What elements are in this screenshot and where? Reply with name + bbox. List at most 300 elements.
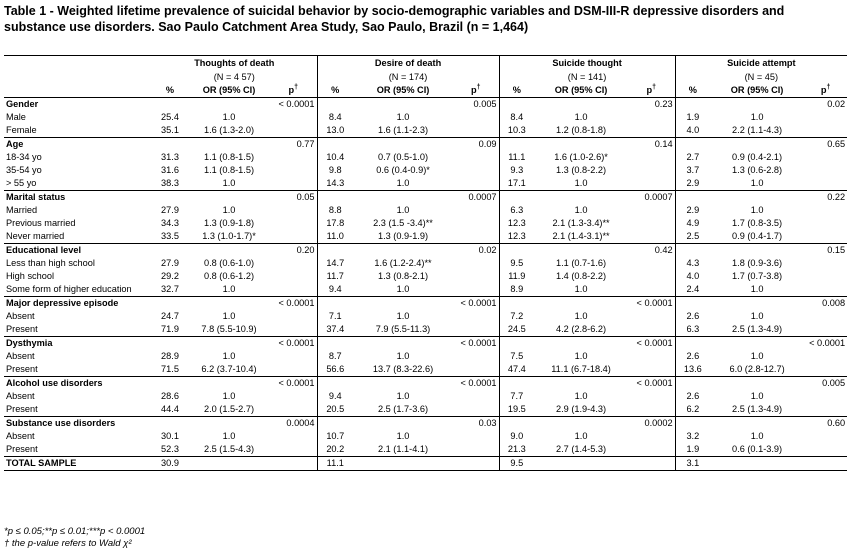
table-body: [4, 56, 847, 471]
odds-ratio-value: 1.0: [750, 390, 764, 401]
group-header: Suicide attempt: [675, 56, 847, 71]
percent-value: 20.5: [317, 403, 353, 417]
section-p-value: 0.42: [628, 243, 675, 257]
section-row: [4, 137, 847, 151]
p-blank: [628, 257, 675, 270]
p-blank: [628, 283, 675, 297]
p-blank: [804, 270, 847, 283]
percent-value: 25.4: [161, 111, 179, 122]
section-blank: [317, 296, 353, 310]
group-n: (N = 141): [499, 71, 675, 84]
odds-ratio-value: 1.0: [396, 177, 410, 188]
total-value: 11.1: [317, 456, 353, 470]
p-blank: [270, 350, 317, 363]
p-blank: [270, 217, 317, 230]
section-p-value: < 0.0001: [453, 296, 499, 310]
p-blank: [270, 151, 317, 164]
percent-value: 28.6: [161, 390, 179, 401]
percent-value: 11.7: [317, 270, 353, 283]
percent-value: 47.4: [499, 363, 534, 377]
odds-ratio-value: 1.0: [222, 177, 236, 188]
section-blank: [317, 376, 353, 390]
odds-ratio-value: 1.0: [396, 283, 410, 294]
percent-value: 10.7: [317, 430, 353, 443]
section-p-value: 0.02: [453, 243, 499, 257]
percent-value: 13.0: [317, 124, 353, 138]
percent-value: 30.1: [161, 430, 179, 441]
table-row: [4, 230, 847, 244]
section-blank: [499, 416, 534, 430]
section-blank: [675, 190, 710, 204]
odds-ratio-value: 1.1 (0.8-1.5): [203, 151, 255, 162]
p-blank: [453, 323, 499, 337]
section-row: [4, 296, 847, 310]
table-row: [4, 443, 847, 457]
total-value: 9.5: [499, 456, 534, 470]
section-p-value: 0.008: [804, 296, 847, 310]
percent-value: 71.9: [161, 323, 179, 334]
p-blank: [270, 204, 317, 217]
percent-value: 9.0: [499, 430, 534, 443]
dagger-mark: †: [652, 83, 657, 91]
section-label: Substance use disorders: [4, 416, 152, 430]
p-blank: [628, 124, 675, 138]
subheader-blank: [4, 84, 152, 98]
row-label: Present: [6, 403, 38, 414]
section-blank: [317, 97, 353, 111]
section-blank: [534, 296, 628, 310]
section-row: [4, 243, 847, 257]
row-label: Married: [6, 204, 38, 215]
section-label: Major depressive episode: [4, 296, 152, 310]
section-blank: [675, 336, 710, 350]
group-n: (N = 4 57): [213, 71, 255, 82]
odds-ratio-value: 1.2 (0.8-1.8): [556, 124, 607, 135]
odds-ratio-value: 1.0: [396, 204, 410, 215]
table-row: [4, 270, 847, 283]
percent-value: 9.8: [317, 164, 353, 177]
p-blank: [804, 363, 847, 377]
section-p-value: 0.14: [628, 137, 675, 151]
section-label: Marital status: [4, 190, 152, 204]
percent-value: 2.9: [675, 204, 710, 217]
row-label: Absent: [6, 350, 35, 361]
p-blank: [628, 204, 675, 217]
p-blank: [270, 270, 317, 283]
p-blank: [628, 217, 675, 230]
p-blank: [804, 443, 847, 457]
table-row: [4, 177, 847, 191]
p-blank: [804, 217, 847, 230]
p-blank: [270, 257, 317, 270]
table-row: [4, 283, 847, 297]
odds-ratio-value: 1.0: [222, 283, 236, 294]
row-label: 35-54 yo: [6, 164, 42, 175]
p-blank: [453, 403, 499, 417]
p-blank: [804, 257, 847, 270]
odds-ratio-value: 1.3 (0.6-2.8): [732, 164, 783, 175]
p-blank: [270, 430, 317, 443]
p-blank: [628, 177, 675, 191]
subheader-p: p†: [288, 83, 299, 95]
section-p-value: < 0.0001: [270, 376, 317, 390]
odds-ratio-value: 1.8 (0.9-3.6): [732, 257, 783, 268]
odds-ratio-value: 1.6 (1.0-2.6)*: [554, 151, 608, 162]
section-blank: [152, 336, 188, 350]
table-row: [4, 204, 847, 217]
percent-value: 8.4: [499, 111, 534, 124]
total-blank: [453, 456, 499, 470]
odds-ratio-value: 1.0: [396, 350, 410, 361]
p-blank: [453, 177, 499, 191]
percent-value: 29.2: [161, 270, 179, 281]
percent-value: 31.3: [161, 151, 179, 162]
odds-ratio-value: 2.7 (1.4-5.3): [556, 443, 607, 454]
p-blank: [628, 403, 675, 417]
percent-value: 33.5: [161, 230, 179, 241]
percent-value: 10.3: [499, 124, 534, 138]
odds-ratio-value: 1.1 (0.8-1.5): [203, 164, 255, 175]
odds-ratio-value: 1.0: [222, 430, 236, 441]
odds-ratio-value: 1.3 (0.9-1.8): [203, 217, 255, 228]
group-n: (N = 174): [317, 71, 499, 84]
section-blank: [675, 376, 710, 390]
section-blank: [675, 243, 710, 257]
row-label: Present: [6, 443, 38, 454]
p-blank: [270, 363, 317, 377]
odds-ratio-value: 1.0: [750, 283, 764, 294]
odds-ratio-value: 1.6 (1.3-2.0): [203, 124, 255, 135]
section-blank: [534, 243, 628, 257]
odds-ratio-value: 4.2 (2.8-6.2): [556, 323, 607, 334]
percent-value: 12.3: [499, 217, 534, 230]
odds-ratio-value: 1.7 (0.8-3.5): [732, 217, 783, 228]
table-row: [4, 164, 847, 177]
section-blank: [499, 97, 534, 111]
odds-ratio-value: 6.2 (3.7-10.4): [201, 363, 257, 374]
section-blank: [353, 376, 453, 390]
section-p-value: 0.02: [804, 97, 847, 111]
p-blank: [804, 177, 847, 191]
group-header: Suicide thought: [499, 56, 675, 71]
percent-value: 8.7: [317, 350, 353, 363]
odds-ratio-value: 0.6 (0.1-3.9): [732, 443, 783, 454]
odds-ratio-value: 1.0: [574, 283, 588, 294]
section-p-value: 0.05: [270, 190, 317, 204]
percent-value: 9.4: [317, 390, 353, 403]
p-blank: [453, 217, 499, 230]
p-blank: [804, 111, 847, 124]
subheader-p: p†: [646, 83, 657, 95]
subheader-pct: %: [165, 84, 175, 95]
section-blank: [499, 336, 534, 350]
section-row: [4, 190, 847, 204]
percent-value: 28.9: [161, 350, 179, 361]
section-p-value: < 0.0001: [453, 336, 499, 350]
p-blank: [453, 124, 499, 138]
section-p-value: < 0.0001: [270, 97, 317, 111]
odds-ratio-value: 1.0: [396, 310, 410, 321]
row-label: Female: [6, 124, 37, 135]
percent-value: 34.3: [161, 217, 179, 228]
odds-ratio-value: 7.9 (5.5-11.3): [375, 323, 431, 334]
row-label: Previous married: [6, 217, 76, 228]
percent-value: 2.6: [675, 390, 710, 403]
p-blank: [270, 164, 317, 177]
odds-ratio-value: 1.3 (0.8-2.2): [556, 164, 607, 175]
section-blank: [152, 190, 188, 204]
section-p-value: 0.15: [804, 243, 847, 257]
odds-ratio-value: 2.5 (1.3-4.9): [732, 323, 783, 334]
p-blank: [453, 204, 499, 217]
row-label: Male: [6, 111, 26, 122]
section-p-value: < 0.0001: [270, 296, 317, 310]
section-blank: [710, 416, 804, 430]
p-blank: [804, 164, 847, 177]
odds-ratio-value: 1.3 (0.8-2.1): [377, 270, 429, 281]
p-blank: [804, 390, 847, 403]
odds-ratio-value: 0.8 (0.6-1.0): [203, 257, 255, 268]
section-blank: [353, 137, 453, 151]
p-blank: [453, 390, 499, 403]
table-row: [4, 323, 847, 337]
odds-ratio-value: 1.7 (0.7-3.8): [732, 270, 783, 281]
section-blank: [188, 416, 270, 430]
p-blank: [453, 257, 499, 270]
p-blank: [804, 124, 847, 138]
odds-ratio-value: 1.0: [222, 310, 236, 321]
p-blank: [628, 111, 675, 124]
percent-value: 19.5: [499, 403, 534, 417]
section-p-value: 0.0004: [270, 416, 317, 430]
odds-ratio-value: 0.7 (0.5-1.0): [377, 151, 429, 162]
odds-ratio-value: 1.3 (0.9-1.9): [377, 230, 429, 241]
section-blank: [152, 296, 188, 310]
section-blank: [317, 416, 353, 430]
p-blank: [628, 363, 675, 377]
odds-ratio-value: 1.0: [750, 350, 764, 361]
row-label: Absent: [6, 430, 35, 441]
subheader-pct: %: [317, 84, 353, 98]
odds-ratio-value: 1.1 (0.7-1.6): [556, 257, 607, 268]
odds-ratio-value: 2.1 (1.4-3.1)**: [552, 230, 610, 241]
total-label: TOTAL SAMPLE: [4, 456, 152, 470]
row-label: Less than high school: [6, 257, 95, 268]
row-label: High school: [6, 270, 55, 281]
odds-ratio-value: 0.9 (0.4-1.7): [732, 230, 783, 241]
p-blank: [804, 323, 847, 337]
percent-value: 56.6: [317, 363, 353, 377]
percent-value: 32.7: [161, 283, 179, 294]
table-row: [4, 151, 847, 164]
section-p-value: 0.0007: [628, 190, 675, 204]
odds-ratio-value: 2.5 (1.5-4.3): [203, 443, 255, 454]
row-label: Absent: [6, 310, 35, 321]
section-p-value: 0.22: [804, 190, 847, 204]
table-row: [4, 257, 847, 270]
percent-value: 14.3: [317, 177, 353, 191]
percent-value: 52.3: [161, 443, 179, 454]
percent-value: 7.1: [317, 310, 353, 323]
percent-value: 2.6: [675, 350, 710, 363]
odds-ratio-value: 1.0: [574, 310, 588, 321]
group-header: Desire of death: [317, 56, 499, 71]
p-blank: [270, 283, 317, 297]
odds-ratio-value: 1.0: [750, 177, 764, 188]
p-blank: [453, 151, 499, 164]
odds-ratio-value: 1.0: [222, 350, 236, 361]
p-blank: [270, 177, 317, 191]
section-blank: [188, 376, 270, 390]
p-blank: [804, 204, 847, 217]
percent-value: 38.3: [161, 177, 179, 188]
percent-value: 13.6: [675, 363, 710, 377]
row-label: Absent: [6, 390, 35, 401]
odds-ratio-value: 0.6 (0.4-0.9)*: [376, 164, 430, 175]
odds-ratio-value: 1.6 (1.2-2.4)**: [374, 257, 432, 268]
section-blank: [534, 137, 628, 151]
percent-value: 6.3: [499, 204, 534, 217]
percent-value: 24.7: [161, 310, 179, 321]
odds-ratio-value: 1.0: [396, 390, 410, 401]
section-label: Age: [4, 137, 152, 151]
percent-value: 6.3: [675, 323, 710, 337]
odds-ratio-value: 1.0: [222, 204, 236, 215]
section-label: Educational level: [4, 243, 152, 257]
percent-value: 17.8: [317, 217, 353, 230]
p-blank: [628, 390, 675, 403]
p-blank: [453, 164, 499, 177]
row-label: Some form of higher education: [6, 283, 132, 294]
odds-ratio-value: 2.0 (1.5-2.7): [203, 403, 255, 414]
section-blank: [188, 97, 270, 111]
group-header-row: [4, 56, 847, 71]
percent-value: 14.7: [317, 257, 353, 270]
p-blank: [270, 403, 317, 417]
p-blank: [628, 310, 675, 323]
p-blank: [453, 270, 499, 283]
section-blank: [188, 190, 270, 204]
section-p-value: 0.0007: [453, 190, 499, 204]
p-blank: [804, 430, 847, 443]
section-label: Alcohol use disorders: [4, 376, 152, 390]
section-p-value: 0.0002: [628, 416, 675, 430]
section-label: Gender: [4, 97, 152, 111]
section-blank: [152, 416, 188, 430]
percent-value: 31.6: [161, 164, 179, 175]
section-blank: [499, 296, 534, 310]
p-blank: [453, 350, 499, 363]
total-row: [4, 456, 847, 470]
odds-ratio-value: 1.0: [750, 204, 764, 215]
p-blank: [270, 443, 317, 457]
row-label: Present: [6, 323, 38, 334]
section-blank: [710, 243, 804, 257]
total-blank: [353, 456, 453, 470]
table-row: [4, 350, 847, 363]
odds-ratio-value: 7.8 (5.5-10.9): [201, 323, 257, 334]
section-row: [4, 376, 847, 390]
percent-value: 4.9: [675, 217, 710, 230]
section-blank: [152, 137, 188, 151]
total-value: 30.9: [152, 456, 188, 470]
subheader-or: OR (95% CI): [376, 84, 430, 95]
section-blank: [188, 243, 270, 257]
percent-value: 8.8: [317, 204, 353, 217]
odds-ratio-value: 1.0: [750, 430, 764, 441]
p-blank: [628, 350, 675, 363]
section-p-value: 0.60: [804, 416, 847, 430]
odds-ratio-value: 1.3 (1.0-1.7)*: [202, 230, 256, 241]
section-p-value: 0.09: [453, 137, 499, 151]
section-blank: [188, 137, 270, 151]
odds-ratio-value: 1.0: [396, 430, 410, 441]
p-blank: [270, 230, 317, 244]
group-n: (N = 45): [675, 71, 847, 84]
section-blank: [188, 296, 270, 310]
p-blank: [628, 443, 675, 457]
section-blank: [675, 97, 710, 111]
section-blank: [353, 416, 453, 430]
odds-ratio-value: 1.4 (0.8-2.2): [556, 270, 607, 281]
p-blank: [270, 124, 317, 138]
percent-value: 9.4: [317, 283, 353, 297]
odds-ratio-value: 2.2 (1.1-4.3): [732, 124, 783, 135]
section-blank: [353, 243, 453, 257]
total-blank: [628, 456, 675, 470]
odds-ratio-value: 1.0: [222, 390, 236, 401]
subheader-p: p†: [471, 83, 481, 95]
percent-value: 9.5: [499, 257, 534, 270]
section-p-value: 0.23: [628, 97, 675, 111]
p-blank: [270, 111, 317, 124]
percent-value: 37.4: [317, 323, 353, 337]
odds-ratio-value: 2.1 (1.3-3.4)**: [552, 217, 610, 228]
section-p-value: < 0.0001: [270, 336, 317, 350]
percent-value: 4.0: [675, 124, 710, 138]
percent-value: 27.9: [161, 204, 179, 215]
total-blank: [188, 456, 270, 470]
section-blank: [710, 97, 804, 111]
section-row: [4, 97, 847, 111]
data-table: [4, 55, 847, 471]
row-label: Present: [6, 363, 38, 374]
section-blank: [152, 243, 188, 257]
total-blank: [270, 456, 317, 470]
section-p-value: < 0.0001: [628, 336, 675, 350]
p-blank: [453, 310, 499, 323]
section-p-value: 0.20: [270, 243, 317, 257]
section-label: Dysthymia: [4, 336, 152, 350]
odds-ratio-value: 2.5 (1.3-4.9): [732, 403, 783, 414]
section-blank: [317, 243, 353, 257]
odds-ratio-value: 2.1 (1.1-4.1): [377, 443, 429, 454]
percent-value: 12.3: [499, 230, 534, 244]
percent-value: 8.9: [499, 283, 534, 297]
table-row: [4, 390, 847, 403]
percent-value: 20.2: [317, 443, 353, 457]
section-p-value: < 0.0001: [453, 376, 499, 390]
subheader-pct: %: [675, 84, 710, 98]
section-p-value: 0.005: [453, 97, 499, 111]
p-blank: [804, 310, 847, 323]
odds-ratio-value: 2.5 (1.7-3.6): [377, 403, 429, 414]
percent-value: 2.5: [675, 230, 710, 244]
section-blank: [317, 137, 353, 151]
row-label: 18-34 yo: [6, 151, 42, 162]
odds-ratio-value: 1.0: [574, 204, 588, 215]
subheader-or: OR (95% CI): [730, 84, 784, 95]
